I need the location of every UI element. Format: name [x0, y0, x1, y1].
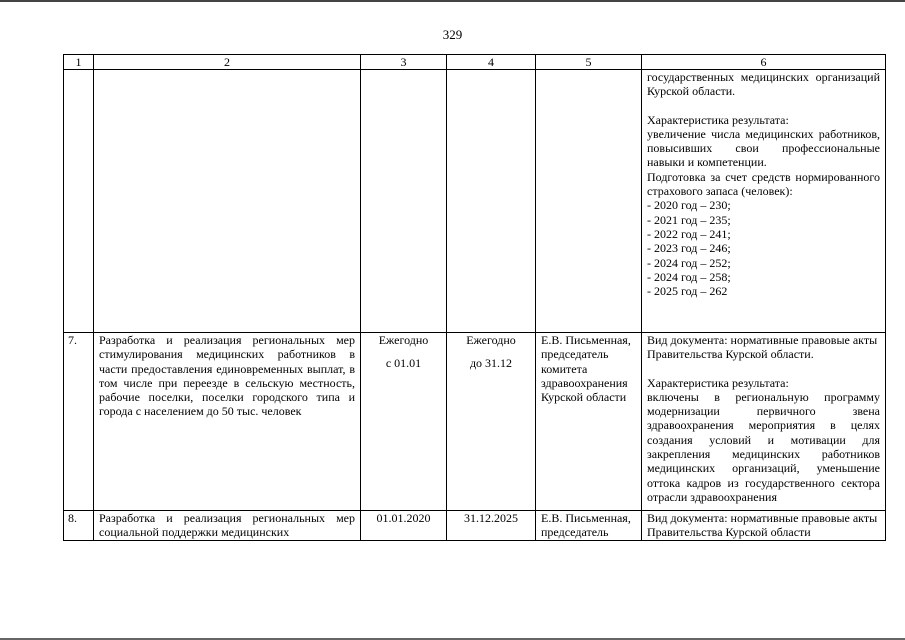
end-date-line2: до 31.12 — [469, 356, 513, 371]
result-doc-type: Вид документа: нормативные правовые акты Правительства Курской области — [642, 511, 886, 541]
result-line: государственных медицинских организаций Курской области. — [647, 70, 880, 99]
row-number: 8. — [64, 511, 94, 541]
header-col-1: 1 — [64, 55, 94, 70]
result-year-item: - 2025 год – 262 — [647, 284, 728, 299]
result-description — [642, 70, 886, 333]
table-row — [64, 70, 886, 333]
start-date — [361, 70, 447, 333]
header-col-2: 2 — [94, 55, 361, 70]
responsible-person — [536, 70, 642, 333]
result-line: Подготовка за счет средств нормированного страхового запаса (человек): — [647, 169, 880, 199]
header-col-4: 4 — [447, 55, 536, 70]
result-description — [642, 333, 886, 511]
row-number — [64, 70, 94, 333]
header-col-6: 6 — [642, 55, 886, 70]
result-year-item: - 2022 год – 241; — [647, 226, 731, 241]
responsible-person: Е.В. Письменная, председатель комитета здравоохранения Курской области — [536, 333, 642, 511]
start-date-line1: Ежегодно — [378, 333, 429, 347]
responsible-person: Е.В. Письменная, председатель — [536, 511, 642, 541]
end-date — [447, 333, 536, 511]
result-year-item: - 2020 год – 230; — [647, 198, 731, 213]
row-number: 7. — [64, 333, 94, 511]
header-col-3: 3 — [361, 55, 447, 70]
measures-table — [63, 54, 886, 541]
table-row — [64, 333, 886, 511]
result-line: увеличение числа медицинских работников, повысивших свои профессиональные навыки и компетенции. — [647, 126, 880, 170]
end-date — [447, 70, 536, 333]
result-year-item: - 2021 год – 235; — [647, 212, 731, 227]
table-header-row — [64, 55, 886, 70]
result-gap — [647, 362, 880, 376]
result-gap — [647, 99, 880, 113]
end-date: 31.12.2025 — [447, 511, 536, 541]
measure-description: Разработка и реализация региональных мер стимулирования медицинских работников в части предоставления единовременных выплат, в том числе при переезде в сельскую местность, рабочие поселки, поселки городского типа и города с населением до 50 тыс. человек — [94, 333, 361, 511]
result-year-item: - 2023 год – 246; — [647, 241, 731, 256]
start-date — [361, 333, 447, 511]
page-number: 329 — [442, 27, 463, 42]
start-date: 01.01.2020 — [361, 511, 447, 541]
end-date-line1: Ежегодно — [466, 333, 516, 347]
measure-description: Разработка и реализация региональных мер социальной поддержки медицинских — [94, 511, 361, 541]
result-char-title: Характеристика результата: — [647, 112, 789, 127]
result-char-title: Характеристика результата: — [647, 375, 789, 390]
result-doc-type: Вид документа: нормативные правовые акты Правительства Курской области. — [647, 333, 878, 362]
start-date-line2: с 01.01 — [385, 356, 422, 371]
result-year-item: - 2024 год – 252; — [647, 255, 731, 270]
measure-description — [94, 70, 361, 333]
scan-top-edge — [0, 0, 905, 2]
result-year-item: - 2024 год – 258; — [647, 269, 731, 284]
table-row — [64, 511, 886, 541]
result-char-text: включены в региональную программу модернизации первичного звена здравоохранения мероприятия в целях создания условий и мотивации для закрепления медицинских работников медицинских организаций, уменьшение оттока кадров из государственного сектора отрасли здравоохранения — [647, 389, 880, 504]
header-col-5: 5 — [536, 55, 642, 70]
